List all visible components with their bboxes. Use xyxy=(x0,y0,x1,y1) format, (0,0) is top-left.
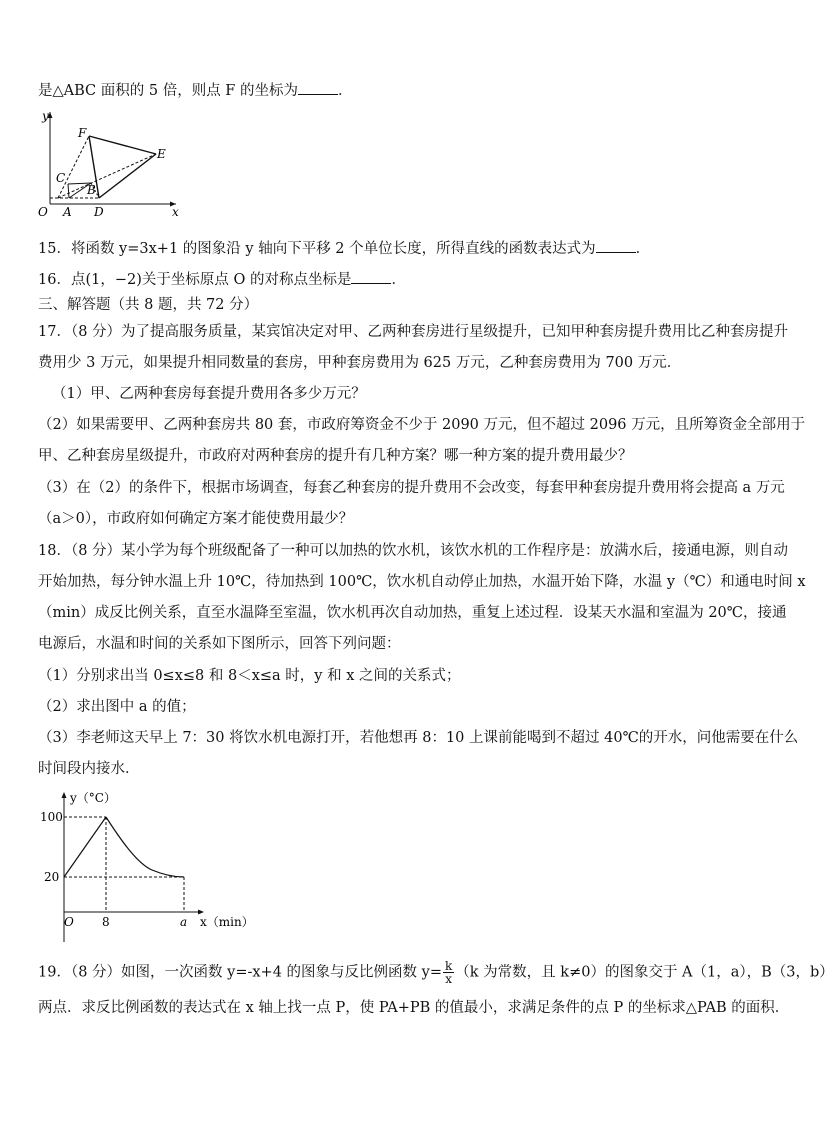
q18-line-1: 18．（8 分）某小学为每个班级配备了一种可以加热的饮水机，该饮水机的工作程序是：放满水后，接通电源，则自动 xyxy=(38,543,789,559)
origin-label: O xyxy=(64,915,74,929)
q17-part-2b: 甲、乙种套房星级提升，市政府对两种套房的提升有几种方案？哪一种方案的提升费用最少？ xyxy=(38,448,633,464)
question-15: 15．将函数 y=3x+1 的图象沿 y 轴向下平移 2 个单位长度，所得直线的函数表达式为 ． xyxy=(38,238,650,259)
tick-20: 20 xyxy=(44,870,60,884)
q18-line-4: 电源后，水温和时间的关系如下图所示，回答下列问题： xyxy=(38,636,401,652)
q18-line-3: （min）成反比例关系，直至水温降至室温，饮水机再次自动加热，重复上述过程．设某天水温和室温为 20℃，接通 xyxy=(38,605,787,621)
question-16: 16．点(1，−2)关于坐标原点 O 的对称点坐标是 ． xyxy=(38,269,406,290)
q14-tail: 是△ABC 面积的 5 倍，则点 F 的坐标为 ． xyxy=(38,80,352,101)
cooling-curve xyxy=(106,817,184,877)
q18-line-2: 开始加热，每分钟水温上升 10℃，待加热到 100℃，饮水机自动停止加热，水温开始下降，水温 y（℃）和通电时间 x xyxy=(38,574,806,590)
fraction-k-over-x: $\frac{k}{x}$ xyxy=(445,959,453,986)
heating-segment xyxy=(64,817,106,877)
x-axis-label: x（min） xyxy=(200,915,254,929)
q17-part-1: （1）甲、乙两种套房每套提升费用各多少万元？ xyxy=(52,386,366,402)
tick-a: a xyxy=(180,915,188,929)
x-axis-label: x xyxy=(172,205,179,219)
water-temperature-graph xyxy=(40,784,270,946)
answer-blank[interactable] xyxy=(298,80,338,95)
q18-part-2: （2）求出图中 a 的值； xyxy=(38,699,196,715)
q17-line-2: 费用少 3 万元，如果提升相同数量的套房，甲种套房费用为 625 万元，乙种套房费用为 700 万元． xyxy=(38,355,682,371)
tick-100: 100 xyxy=(40,810,63,824)
point-a-label: A xyxy=(63,205,72,219)
q17-line-1: 17．（8 分）为了提高服务质量，某宾馆决定对甲、乙两种套房进行星级提升，已知甲种套房提升费用比乙种套房提升 xyxy=(38,324,789,340)
answer-blank[interactable] xyxy=(351,269,391,284)
y-axis-label: y xyxy=(42,109,49,123)
answer-blank[interactable] xyxy=(596,238,636,253)
point-c-label: C xyxy=(56,171,66,185)
q17-part-3a: （3）在（2）的条件下，根据市场调查，每套乙种套房的提升费用不会改变，每套甲种套房提升费用将会提高 a 万元 xyxy=(38,480,785,496)
q17-part-3b: （a＞0），市政府如何确定方案才能使费用最少？ xyxy=(38,511,354,527)
coordinate-figure-abcdef xyxy=(36,106,186,218)
section-heading: 三、解答题（共 8 题，共 72 分） xyxy=(38,297,259,313)
point-e-label: E xyxy=(157,147,166,161)
y-axis-label: y（°C） xyxy=(70,791,116,805)
q18-part-3a: （3）李老师这天早上 7：30 将饮水机电源打开，若他想再 8：10 上课前能喝到不超过 40℃的开水，问他需要在什么 xyxy=(38,730,799,746)
q19-line-2: 两点．求反比例函数的表达式在 x 轴上找一点 P，使 PA+PB 的值最小，求满足条件的点 P 的坐标求△PAB 的面积． xyxy=(38,1000,790,1016)
point-f-label: F xyxy=(78,126,87,140)
origin-label: O xyxy=(38,205,48,219)
point-d-label: D xyxy=(94,205,104,219)
tick-8: 8 xyxy=(102,915,110,929)
q17-part-2a: （2）如果需要甲、乙两种套房共 80 套，市政府筹资金不少于 2090 万元，但不超过 2096 万元，且所筹资金全部用于 xyxy=(38,417,806,433)
point-b-label: B xyxy=(87,183,96,197)
q18-part-3b: 时间段内接水． xyxy=(38,761,140,777)
q19-line-1: 19．（8 分）如图，一次函数 y=-x+4 的图象与反比例函数 y= $\frac{k}{x}$ （k 为常数，且 k≠0）的图象交于 A（1，a），B（3，b） xyxy=(38,959,834,986)
q18-part-1: （1）分别求出当 0≤x≤8 和 8＜x≤a 时，y 和 x 之间的关系式； xyxy=(38,668,461,684)
